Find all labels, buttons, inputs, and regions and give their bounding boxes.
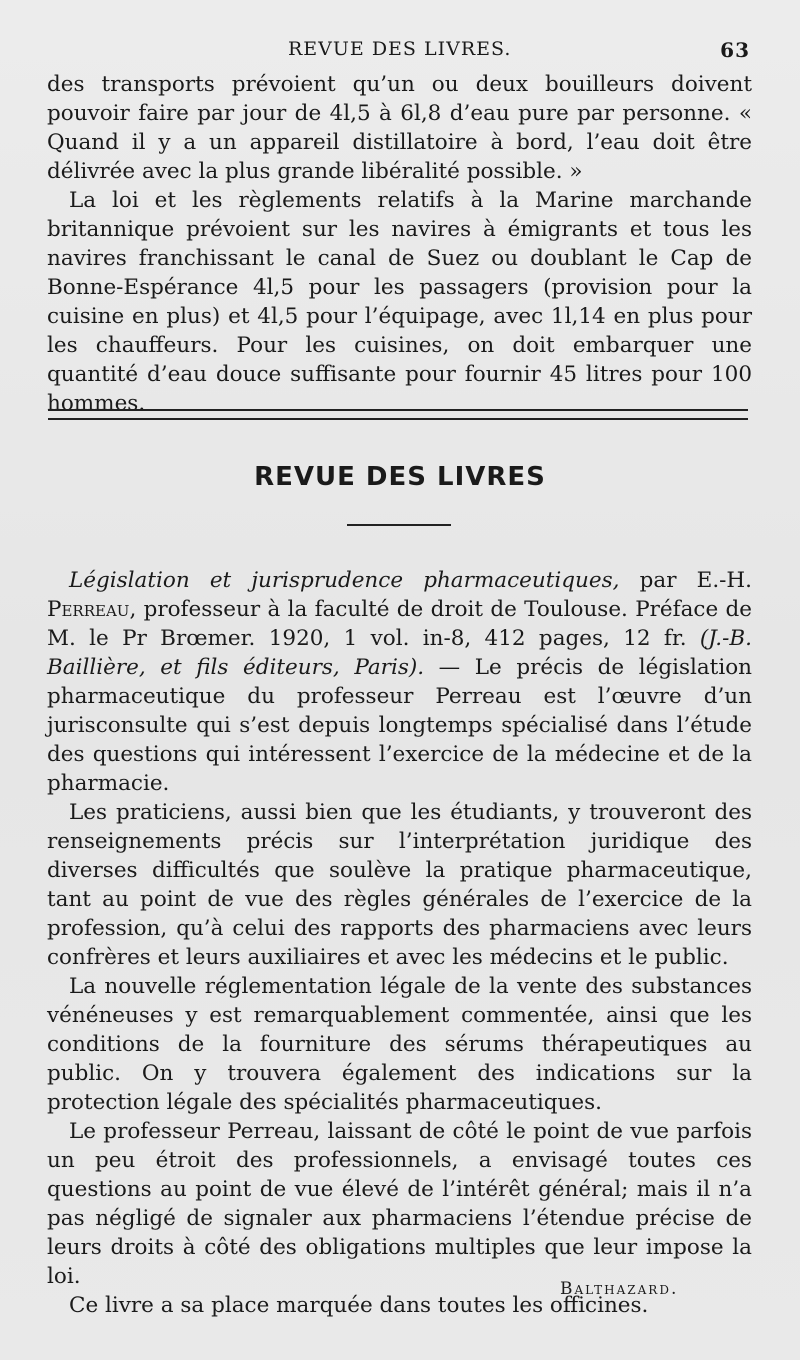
review-paragraph-1 <box>47 566 752 798</box>
continued-text <box>47 70 752 418</box>
review-paragraph-4: Le professeur Perreau, laissant de côté le point de vue parfois un peu étroit des professionnels, a envisagé toutes ces questions au point de vue élevé de l’intérêt général; mais il n’a pas négligé de signaler aux pharmaciens l’étendue précise de leurs droits à côté des obligations multiples que leur impose la loi. <box>47 1119 752 1289</box>
short-rule-divider <box>347 524 451 526</box>
running-head <box>50 38 750 68</box>
publisher: (J.-B. Baillière, et fils éditeurs, Paris). <box>47 626 752 680</box>
continued-paragraph-1: des transports prévoient qu’un ou deux bouilleurs doivent pouvoir faire par jour de 4l,5 à 6l,8 d’eau pure par personne. « Quand il y a un appareil distillatoire à bord, l’eau doit être délivrée avec la plus grande libéralité possible. » <box>47 72 752 184</box>
page-number: 63 <box>720 38 750 62</box>
review-by: par E.-H. <box>619 568 753 593</box>
reviewer-signature: Balthazard. <box>560 1279 679 1299</box>
review-intro: — Le précis de législation pharmaceutique du professeur Perreau est l’œuvre d’un jurisconsulte qui s’est depuis longtemps spécialisé dans l’étude des questions qui intéressent l’exercice de la médecine et de la pharmacie. <box>47 655 752 796</box>
book-review <box>47 566 752 1320</box>
section-title: REVUE DES LIVRES <box>254 462 546 492</box>
double-rule-divider <box>48 409 748 420</box>
review-paragraph-3: La nouvelle réglementation légale de la vente des substances vénéneuses y est remarquablement commentée, ainsi que les conditions de la fourniture des sérums thérapeutiques au public. On y trouvera également des indications sur la protection légale des spécialités pharmaceutiques. <box>47 974 752 1115</box>
author-details: , professeur à la faculté de droit de Toulouse. Préface de M. le Pr Brœmer. 1920, 1 vol. in-8, 412 pages, 12 fr. <box>47 597 752 651</box>
running-title: REVUE DES LIVRES. <box>288 38 512 60</box>
review-paragraph-2: Les praticiens, aussi bien que les étudiants, y trouveront des renseignements précis sur l’interprétation juridique des diverses difficultés que soulève la pratique pharmaceutique, tant au point de vue des règles générales de l’exercice de la profession, qu’à celui des rapports des pharmaciens avec leurs confrères et leurs auxiliaires et avec les médecins et le public. <box>47 800 752 970</box>
book-title: Législation et jurisprudence pharmaceutiques, <box>69 568 620 593</box>
author-name: Perreau <box>47 597 130 622</box>
continued-paragraph-2: La loi et les règlements relatifs à la Marine marchande britannique prévoient sur les navires à émigrants et tous les navires franchissant le canal de Suez ou doublant le Cap de Bonne-Espérance 4l,5 pour les passagers (provision pour la cuisine en plus) et 4l,5 pour l’équipage, avec 1l,14 en plus pour les chauffeurs. Pour les cuisines, on doit embarquer une quantité d’eau douce suffisante pour fournir 45 litres pour 100 hommes. <box>47 188 752 416</box>
review-paragraph-5: Ce livre a sa place marquée dans toutes les officines. <box>69 1293 649 1318</box>
